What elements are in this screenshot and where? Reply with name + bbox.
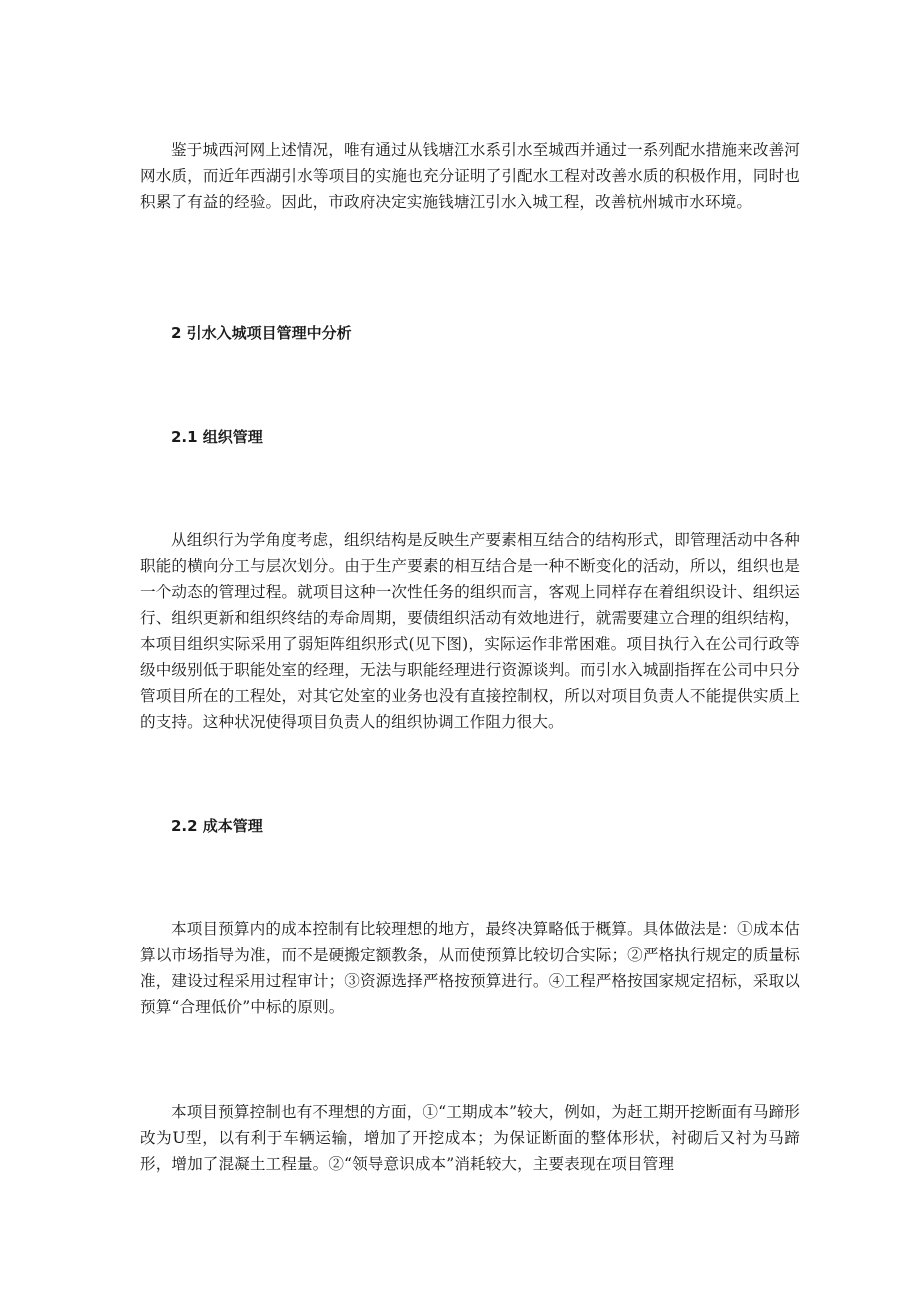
paragraph-cost-bad: 本项目预算控制也有不理想的方面，①“工期成本”较大，例如，为赶工期开挖断面有马蹄形改为U型，以有利于车辆运输，增加了开挖成本；为保证断面的整体形状，衬砌后又衬为马蹄形，增加了混凝土工程量。②“领导意识成本”消耗较大，主要表现在项目管理 <box>140 1103 800 1173</box>
section-heading-2-1: 2.1 组织管理 <box>171 428 263 446</box>
paragraph-cost-good: 本项目预算内的成本控制有比较理想的地方，最终决算略低于概算。具体做法是：①成本估算以市场指导为准，而不是硬搬定额教条，从而使预算比较切合实际；②严格执行规定的质量标准，建设过程采用过程审计；③资源选择严格按预算进行。④工程严格按国家规定招标，采取以预算“合理低价”中标的原则。 <box>140 920 800 1016</box>
paragraph-organization: 从组织行为学角度考虑，组织结构是反映生产要素相互结合的结构形式，即管理活动中各种职能的横向分工与层次划分。由于生产要素的相互结合是一种不断变化的活动，所以，组织也是一个动态的管理过程。就项目这种一次性任务的组织而言，客观上同样存在着组织设计、组织运行、组织更新和组织终结的寿命周期，要债组织活动有效地进行，就需要建立合理的组织结构，本项目组织实际采用了弱矩阵组织形式(见下图)，实际运作非常困难。项目执行入在公司行政等级中级别低于职能处室的经理，无法与职能经理进行资源谈判。而引水入城副指挥在公司中只分管项目所在的工程处，对其它处室的业务也没有直接控制权，所以对项目负责人不能提供实质上的支持。这种状况使得项目负责人的组织协调工作阻力很大。 <box>140 531 800 731</box>
section-heading-2: 2 引水入城项目管理中分析 <box>171 324 352 342</box>
section-heading-2-2: 2.2 成本管理 <box>171 817 263 835</box>
paragraph-background: 鉴于城西河网上述情况，唯有通过从钱塘江水系引水至城西并通过一系列配水措施来改善河网水质，而近年西湖引水等项目的实施也充分证明了引配水工程对改善水质的积极作用，同时也积累了有益的经验。因此，市政府决定实施钱塘江引水入城工程，改善杭州城市水环境。 <box>140 141 800 211</box>
